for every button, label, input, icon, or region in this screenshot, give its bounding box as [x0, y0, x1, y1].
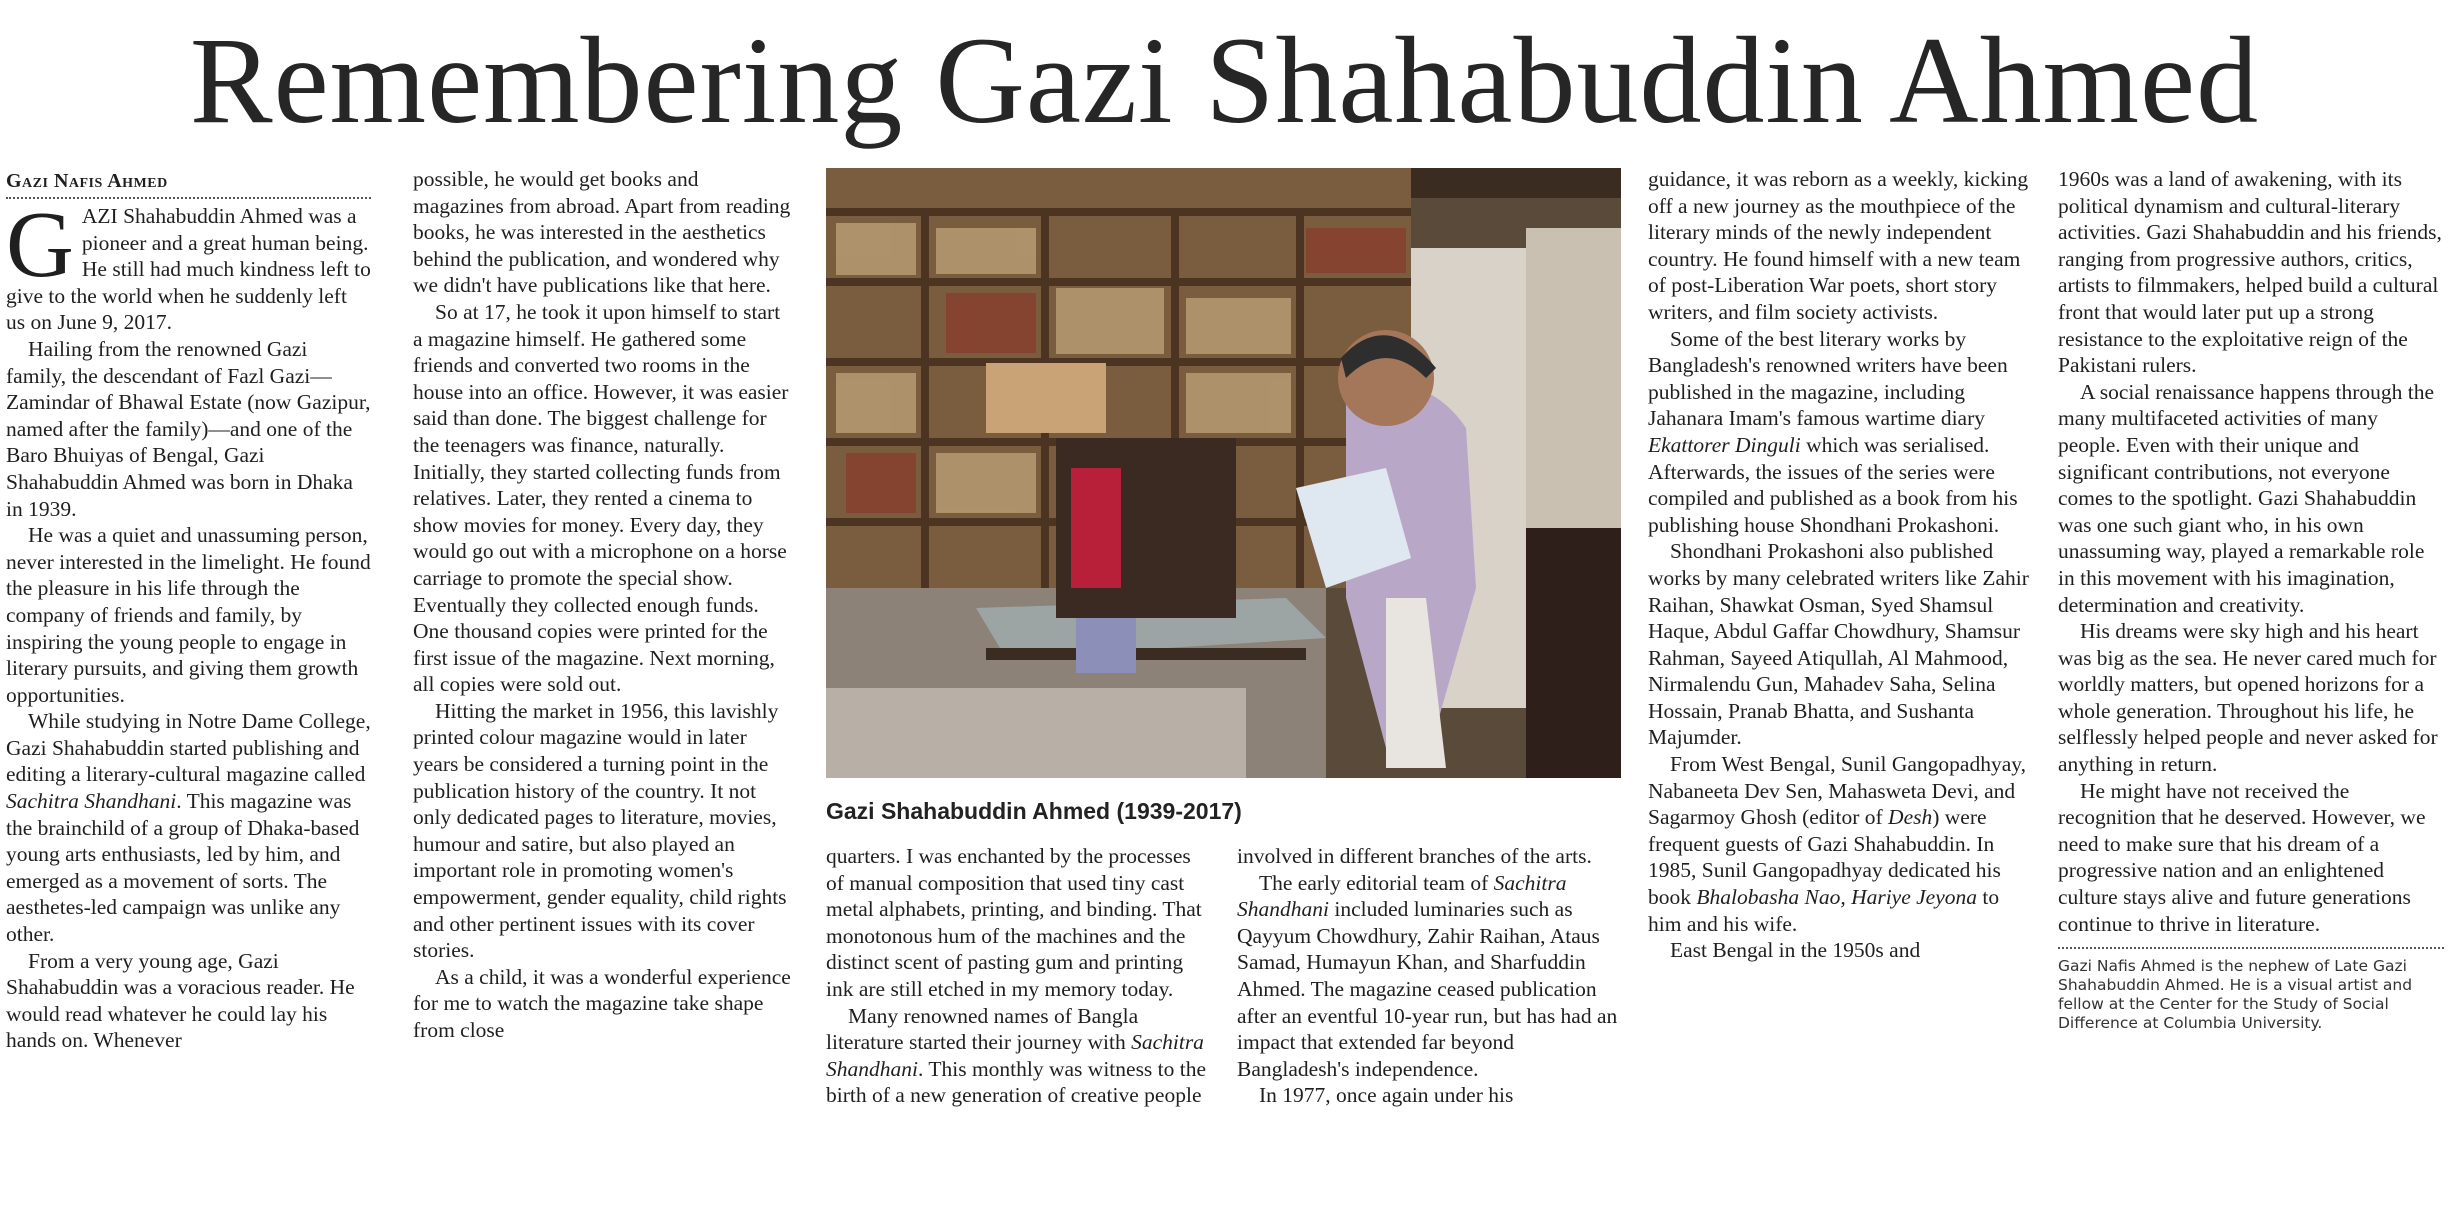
- magazine-title: Desh: [1888, 805, 1933, 830]
- paragraph-text: The early editorial team of: [1259, 870, 1494, 895]
- drop-cap: G: [6, 193, 74, 297]
- paragraph: [1648, 751, 2033, 937]
- paragraph: [1648, 326, 2033, 539]
- paragraph: He might have not received the recognition that he deserved. However, we need to make sure that his dream of a progressive nation and an enlightened culture stays alive and future generations continue to thrive in literature.: [2058, 778, 2426, 936]
- paragraph: From a very young age, Gazi Shahabuddin was a voracious reader. He would read whatever he could lay his hands on. Whenever: [6, 948, 355, 1053]
- book-title: Ekattorer Dinguli: [1648, 432, 1801, 457]
- photo-caption: Gazi Shahabuddin Ahmed (1939-2017): [826, 798, 1242, 824]
- paragraph-text: Many renowned names of Bangla literature started their journey with: [826, 1003, 1139, 1055]
- column-4: [1237, 843, 1619, 1109]
- paragraph: [826, 1003, 1208, 1109]
- column-1: [6, 166, 371, 1054]
- paragraph: Hailing from the renowned Gazi family, the descendant of Fazl Gazi—Zamindar of Bhawal Estate (now Gazipur, named after the family)—and one of the Baro Bhuiyas of Bengal, Gazi Shahabuddin Ahmed was born in Dhaka in 1939.: [6, 336, 371, 521]
- paragraph-text: ) were frequent guests of Gazi Shahabuddin. In 1985, Sunil Gangopadhyay dedicated his book: [1648, 805, 2001, 910]
- paragraph: He was a quiet and unassuming person, never interested in the limelight. He found the pleasure in his life through the company of friends and family, by inspiring the young people to engage in literary pursuits, and giving them growth opportunities.: [6, 523, 371, 707]
- paragraph-text: which was serialised. Afterwards, the issues of the series were compiled and published as a book from his publishing house Shondhani Prokashoni.: [1648, 432, 2018, 537]
- paragraph: East Bengal in the 1950s and: [1670, 938, 1921, 963]
- paragraph: A social renaissance happens through the many multifaceted activities of many people. Even with their unique and significant contributions, not everyone comes to the spotlight. Gazi Shahabuddin was one such giant who, in his own unassuming way, played a remarkable role in this movement with his imagination, determination and creativity.: [2058, 379, 2435, 617]
- paragraph: Hitting the market in 1956, this lavishly printed colour magazine would in later years be considered a turning point in the publication history of the country. It not only dedicated pages to literature, movies, humour and satire, but also played an important role in promoting women's empowerment, gender equality, child rights and other pertinent issues with its cover stories.: [413, 698, 787, 963]
- paragraph: involved in different branches of the arts.: [1237, 844, 1592, 868]
- paragraph-text: . This monthly was witness to the birth of a new generation of creative people: [826, 1056, 1207, 1108]
- portrait-photo: [826, 168, 1621, 778]
- paragraph: [6, 708, 371, 947]
- paragraph: [6, 193, 371, 336]
- paragraph: His dreams were sky high and his heart was big as the sea. He never cared much for worldly matters, but opened horizons for a whole generation. Throughout his life, he selflessly helped people and never asked for anything in return.: [2058, 619, 2438, 777]
- paragraph: So at 17, he took it upon himself to start a magazine himself. He gathered some friends and converted two rooms in the house into an office. However, it was easier said than done. The biggest challenge for the teenagers was finance, naturally. Initially, they started collecting funds from relatives. Later, they rented a cinema to show movies for money. Every day, they would go out with a microphone on a horse carriage to promote the special show. Eventually they collected enough funds. One thousand copies were printed for the first issue of the magazine. Next morning, all copies were sold out.: [413, 299, 789, 697]
- column-5: [1648, 166, 2033, 964]
- paragraph-text: AZI Shahabuddin Ahmed was a pioneer and a great human being. He still had much kindness left to give to the world when he suddenly left us on June 9, 2017.: [6, 204, 371, 335]
- byline: Gazi Nafis Ahmed: [6, 168, 371, 199]
- column-6: [2058, 166, 2444, 1033]
- headline: Remembering Gazi Shahabuddin Ahmed: [189, 12, 2260, 149]
- divider: [2058, 947, 2444, 949]
- magazine-title: Sachitra Shandhani: [826, 1030, 1204, 1081]
- magazine-title: Sachitra Shandhani: [6, 789, 177, 814]
- paragraph: quarters. I was enchanted by the processes of manual composition that used tiny cast metal alphabets, printing, and binding. That monotonous hum of the machines and the distinct scent of pasting gum and printing ink are still etched in my memory today.: [826, 844, 1202, 1001]
- paragraph: Shondhani Prokashoni also published works by many celebrated writers like Zahir Raihan, Shawkat Osman, Syed Shamsul Haque, Abdul Gaffar Chowdhury, Shamsur Rahman, Sayeed Atiqullah, Al Mahmood, Nirmalendu Gun, Mahadev Saha, Selina Hossain, Pranab Bhatta, and Sushanta Majumder.: [1648, 539, 2029, 750]
- column-3: [826, 843, 1208, 1109]
- paragraph: possible, he would get books and magazines from abroad. Apart from reading books, he was interested in the aesthetics behind the publication, and wondered why we didn't have publications like that here.: [413, 167, 791, 298]
- paragraph-text: While studying in Notre Dame College, Gazi Shahabuddin started publishing and editing a literary-cultural magazine called: [6, 709, 371, 787]
- column-2: [413, 166, 793, 1044]
- photo-illustration: [826, 168, 1621, 778]
- paragraph: In 1977, once again under his: [1259, 1083, 1514, 1108]
- paragraph: [1237, 870, 1619, 1083]
- magazine-title: Sachitra Shandhani: [1237, 870, 1567, 922]
- paragraph-text: From West Bengal, Sunil Gangopadhyay, Nabaneeta Dev Sen, Mahasweta Devi, and Sagarmoy Ghosh (editor of: [1648, 752, 2026, 830]
- book-title: Bhalobasha Nao, Hariye Jeyona: [1696, 885, 1978, 910]
- paragraph: 1960s was a land of awakening, with its political dynamism and cultural-literary activities. Gazi Shahabuddin and his friends, ranging from progressive authors, critics, artists to filmmakers, helped build a cultural front that would later put up a strong resistance to the exploitative reign of the Pakistani rulers.: [2058, 167, 2442, 378]
- paragraph: As a child, it was a wonderful experience for me to watch the magazine take shape from close: [413, 964, 791, 1042]
- paragraph: guidance, it was reborn as a weekly, kicking off a new journey as the mouthpiece of the literary minds of the newly independent country. He found himself with a new team of post-Liberation War poets, short story writers, and film society activists.: [1648, 167, 2029, 324]
- paragraph-text: Some of the best literary works by Bangladesh's renowned writers have been published in the magazine, including Jahanara Imam's famous wartime diary: [1648, 326, 2008, 431]
- paragraph-text: to him and his wife.: [1648, 885, 2000, 936]
- paragraph-text: included luminaries such as Qayyum Chowdhury, Zahir Raihan, Ataus Samad, Humayun Khan, and Sharfuddin Ahmed. The magazine ceased publication after an eventful 10-year run, but has had an impact that extended far beyond Bangladesh's independence.: [1237, 897, 1618, 1081]
- paragraph-text: . This magazine was the brainchild of a group of Dhaka-based young arts enthusiasts, led by him, and emerged as a movement of sorts. The aesthetes-led campaign was unlike any other.: [6, 789, 360, 947]
- author-note: Gazi Nafis Ahmed is the nephew of Late Gazi Shahabuddin Ahmed. He is a visual artist and fellow at the Center for the Study of Social Difference at Columbia University.: [2058, 957, 2413, 1033]
